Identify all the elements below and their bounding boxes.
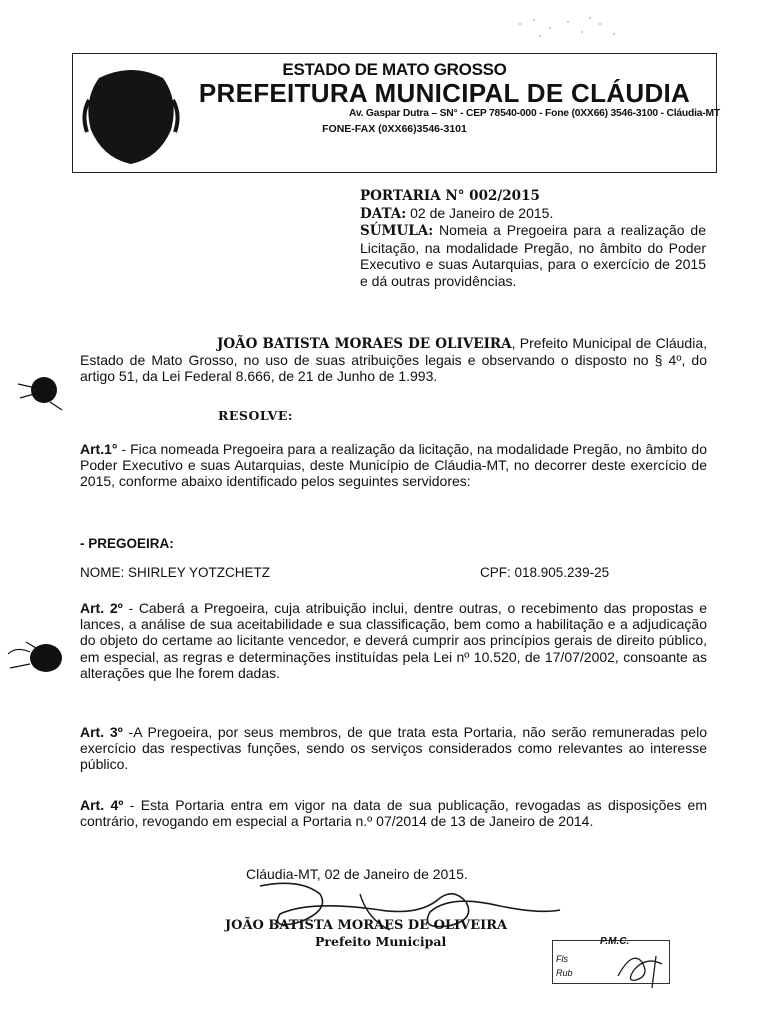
preamble-paragraph (80, 335, 707, 385)
mayor-name: JOÃO BATISTA MORAES DE OLIVEIRA (217, 336, 512, 352)
stamp-rub: Rub (556, 968, 573, 978)
pregoeira-name: NOME: SHIRLEY YOTZCHETZ (80, 565, 271, 580)
preamble-text: , Prefeito Municipal de Cláudia, Estado de Mato Grosso, no uso de suas atribuições legais e observando o disposto no § 4º, do artigo 51, da Lei Federal 8.666, de 21 de Junho de 1.993. (80, 335, 707, 385)
article-3 (80, 724, 707, 773)
date-label: DATA: (360, 205, 407, 222)
art2-label: Art. 2º (80, 600, 123, 616)
portaria-block (360, 188, 706, 290)
summary-text: Nomeia a Pregoeira para a realização de Licitação, na modalidade Pregão, no âmbito do Poder Executivo e suas Autarquias, para o exercício de 2015 e dá outras providências. (360, 222, 706, 289)
art1-text: - Fica nomeada Pregoeira para a realização da licitação, na modalidade Pregão, no âmbito do Poder Executivo e suas Autarquias, deste Município de Cláudia-MT, no decorrer deste exercício de 2015, conforme abaixo identificado pelos seguintes servidores: (80, 441, 707, 490)
pregoeira-heading: - PREGOEIRA: (80, 536, 174, 551)
letterhead (72, 53, 720, 173)
portaria-date (360, 205, 706, 223)
article-2 (80, 600, 707, 681)
signatory-name: JOÃO BATISTA MORAES DE OLIVEIRA (225, 918, 508, 933)
portaria-number: PORTARIA N° 002/2015 (360, 188, 540, 204)
resolve-heading: RESOLVE: (218, 408, 293, 423)
date-value: 02 de Janeiro de 2015. (406, 204, 554, 221)
summary-label: SÚMULA: (360, 223, 434, 240)
portaria-summary (360, 222, 706, 289)
punch-hole-icon (16, 370, 66, 412)
art4-label: Art. 4º (80, 797, 124, 813)
fax-line: FONE-FAX (0XX66)3546-3101 (322, 123, 467, 135)
page-stamp (552, 936, 672, 988)
signatory-role: Prefeito Municipal (315, 934, 447, 949)
art3-label: Art. 3º (80, 724, 123, 740)
state-name: ESTADO DE MATO GROSSO (282, 60, 507, 79)
municipality-title: PREFEITURA MUNICIPAL DE CLÁUDIA (198, 78, 691, 108)
stamp-title: P.M.C. (600, 936, 630, 947)
punch-hole-icon (6, 634, 68, 682)
art4-text: - Esta Portaria entra em vigor na data de sua publicação, revogadas as disposições em contrário, revogando em especial a Portaria n.º 07/2014 de 13 de Janeiro de 2014. (80, 797, 707, 830)
art1-label: Art.1° (80, 441, 118, 457)
stamp-fls: Fls (556, 954, 568, 964)
stamp-initials-icon (612, 946, 672, 990)
address-line: Av. Gaspar Dutra – SN° - CEP 78540-000 - Fone (0XX66) 3546-3100 - Cláudia-MT (348, 108, 720, 119)
article-1 (80, 441, 707, 490)
article-4 (80, 797, 707, 829)
place-date: Cláudia-MT, 02 de Janeiro de 2015. (246, 866, 468, 882)
scan-noise-icon (510, 14, 630, 44)
art2-text: - Caberá a Pregoeira, cuja atribuição inclui, dentre outras, o recebimento das propostas e lances, a análise de sua aceitabilidade e sua classificação, bem como a habilitação e a adjudicação do objeto do certame ao licitante vencedor, e deverá cumprir aos princípios gerais de direito público, em especial, as regras e determinações instituídas pela Lei nº 10.520, de 17/07/2002, consoante as alterações que lhe forem dadas. (80, 600, 707, 681)
pregoeira-cpf: CPF: 018.905.239-25 (480, 565, 610, 580)
art3-text: -A Pregoeira, por seus membros, de que trata esta Portaria, não serão remuneradas pelo exercício das respectivas funções, sendo os serviços considerados como relevantes ao interesse público. (80, 724, 707, 773)
